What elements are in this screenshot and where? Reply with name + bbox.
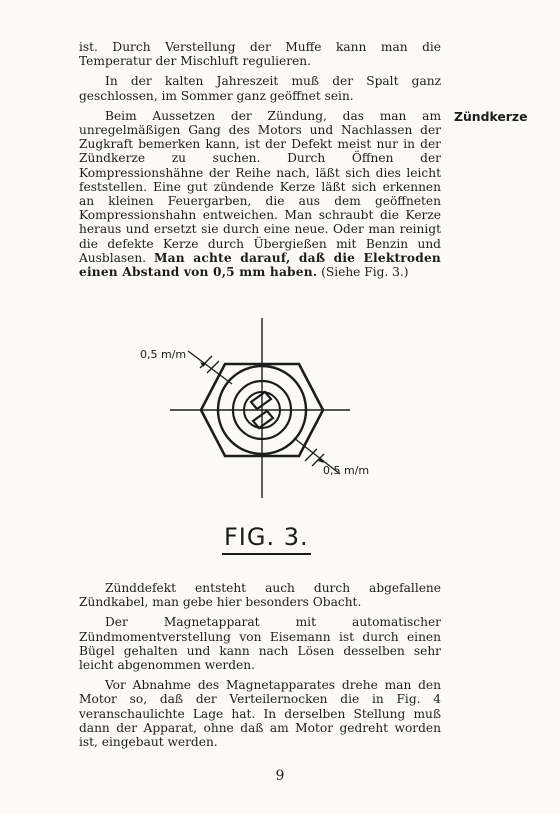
- lower-text: [79, 581, 441, 755]
- paragraph-6: Vor Abnahme des Magnetapparates drehe man den Motor so, daß der Verteilernocken die in Fig. 4 veranschaulichte Lage hat. In derselben Stellung muß dann der Apparat, ohne daß am Motor gedreht worden ist, eingebaut werden.: [79, 678, 441, 750]
- margin-note: Zündkerze: [454, 109, 528, 124]
- paragraph-2: [79, 74, 441, 102]
- figure-caption: FIG. 3.: [222, 523, 311, 555]
- dimension-label-top: 0,5 m/m: [140, 348, 187, 361]
- paragraph-3-text: Beim Aussetzen der Zündung, das man am unregelmäßigen Gang des Motors und Nachlassen der Zugkraft bemerken kann, ist der Defekt meist nur in der Zündkerze zu suchen. Durch Öffnen der Kompressionshähne der Reihe nach, läßt sich dies leicht feststellen. Eine gut zündende Kerze läßt sich erkennen an kleinen Feuergarben, die aus dem geöffneten Kompressionshahn entweichen. Man schraubt die Kerze heraus und ersetzt sie durch eine neue. Oder man reinigt die defekte Kerze durch Übergießen mit Benzin und Ausblasen.: [79, 108, 441, 265]
- paragraph-3-reference: (Siehe Fig. 3.): [317, 265, 409, 280]
- paragraph-3: [79, 109, 441, 279]
- dimension-line-top: [188, 351, 232, 384]
- paragraph-4: Zünddefekt entsteht auch durch abgefallene Zündkabel, man gebe hier besonders Obacht.: [79, 581, 441, 610]
- paragraph-1-text: ist. Durch Verstellung der Muffe kann man die Temperatur der Mischluft regulieren.: [79, 40, 441, 69]
- paragraph-2-text: In der kalten Jahreszeit muß der Spalt ganz geschlossen, im Sommer ganz geöffnet sein.: [79, 74, 441, 103]
- paragraph-5: Der Magnetapparat mit automatischer Zündmomentverstellung von Eisemann ist durch einen Bügel gehalten und kann nach Lösen desselben sehr leicht abgenommen werden.: [79, 615, 441, 673]
- upper-text: [79, 40, 441, 285]
- paragraph-3-emphasis: Man achte darauf, daß die Elektroden einen Abstand von 0,5 mm haben.: [79, 250, 441, 280]
- page-number: 9: [275, 768, 285, 784]
- dimension-label-bottom: 0,5 m/m: [323, 464, 370, 477]
- paragraph-1: [79, 40, 441, 68]
